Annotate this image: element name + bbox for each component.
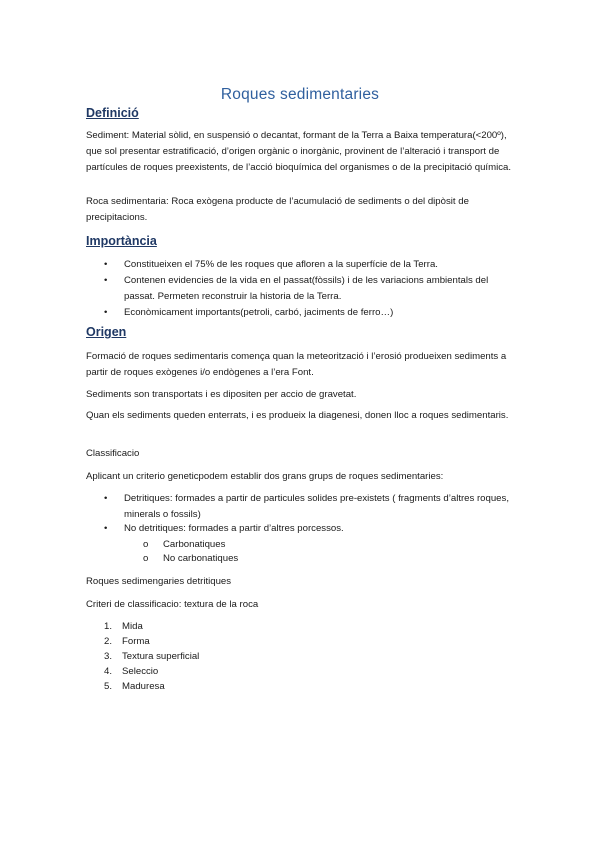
paragraph-classificacio: Classificacio [86,448,140,459]
sub-list-item-text: Carbonatiques [163,539,226,550]
paragraph-formacio: Formació de roques sedimentaris comença quan la meteorització i l’erosió produeixen sediments a partir de roques exògenes i/o endògenes a l’era Font. [86,351,507,378]
bullet-icon: • [104,307,108,318]
list-item-text: Detritiques: formades a partir de particules solides pre-existets ( fragments d’altres roques, minerals o fossils) [124,493,509,520]
bullet-icon: • [104,259,108,270]
item-text: Textura superficial [122,651,200,662]
sub-list-item [143,551,238,567]
list-item [104,521,514,537]
item-text: Mida [122,621,143,632]
list-item-text: Econòmicament importants(petroli, carbó, jaciments de ferro…) [124,307,394,318]
item-text: Forma [122,636,150,647]
paragraph-criteri: Criteri de classificacio: textura de la roca [86,599,259,610]
item-number: 2. [104,636,113,647]
list-item [104,491,514,523]
list-item [104,273,514,305]
numbered-item [104,649,199,665]
circle-bullet-icon: o [143,539,149,550]
paragraph-transport: Sediments son transportats i es dipositen per accio de gravetat. [86,389,357,400]
list-item [104,257,514,273]
heading-definicio: Definició [86,106,139,120]
bullet-icon: • [104,493,108,504]
paragraph-diagenesi: Quan els sediments queden enterrats, i es produeix la diagenesi, donen lloc a roques sedimentaris. [86,410,509,421]
paragraph-roca-sedimentaria: Roca sedimentaria: Roca exògena producte de l’acumulació de sediments o del dipòsit de precipitacions. [86,196,469,223]
circle-bullet-icon: o [143,553,149,564]
numbered-item [104,664,158,680]
numbered-item [104,619,143,635]
sub-list-item-text: No carbonatiques [163,553,239,564]
heading-importancia: Importància [86,234,157,248]
heading-origen: Origen [86,325,127,339]
paragraph-criterio: Aplicant un criterio geneticpodem establir dos grans grups de roques sedimentaries: [86,471,444,482]
page-title: Roques sedimentaries [220,86,380,103]
item-number: 5. [104,681,113,692]
paragraph-sediment: Sediment: Material sòlid, en suspensió o decantat, formant de la Terra a Baixa temperatura(<200º), que sol presentar estratificació, d’origen orgànic o inorgànic, provinent de l’alteració i transport de partícules de roques preexistents, de l’acció bioquímica del organismes o de la precipitació química. [86,130,512,173]
item-text: Seleccio [122,666,159,677]
numbered-item [104,634,150,650]
bullet-icon: • [104,523,108,534]
list-item-text: Constitueixen el 75% de les roques que afloren a la superfície de la Terra. [124,259,438,270]
item-number: 3. [104,651,113,662]
bullet-icon: • [104,275,108,286]
numbered-item [104,679,165,695]
item-text: Maduresa [122,681,165,692]
list-item-text: No detritiques: formades a partir d’altres porcessos. [124,523,344,534]
list-item-text: Contenen evidencies de la vida en el passat(fòssils) i de les variacions ambientals del passat. Permeten reconstruir la historia de la Terra. [124,275,489,302]
item-number: 1. [104,621,113,632]
paragraph-detritiques: Roques sedimengaries detritiques [86,576,232,587]
list-item [104,305,514,321]
item-number: 4. [104,666,113,677]
